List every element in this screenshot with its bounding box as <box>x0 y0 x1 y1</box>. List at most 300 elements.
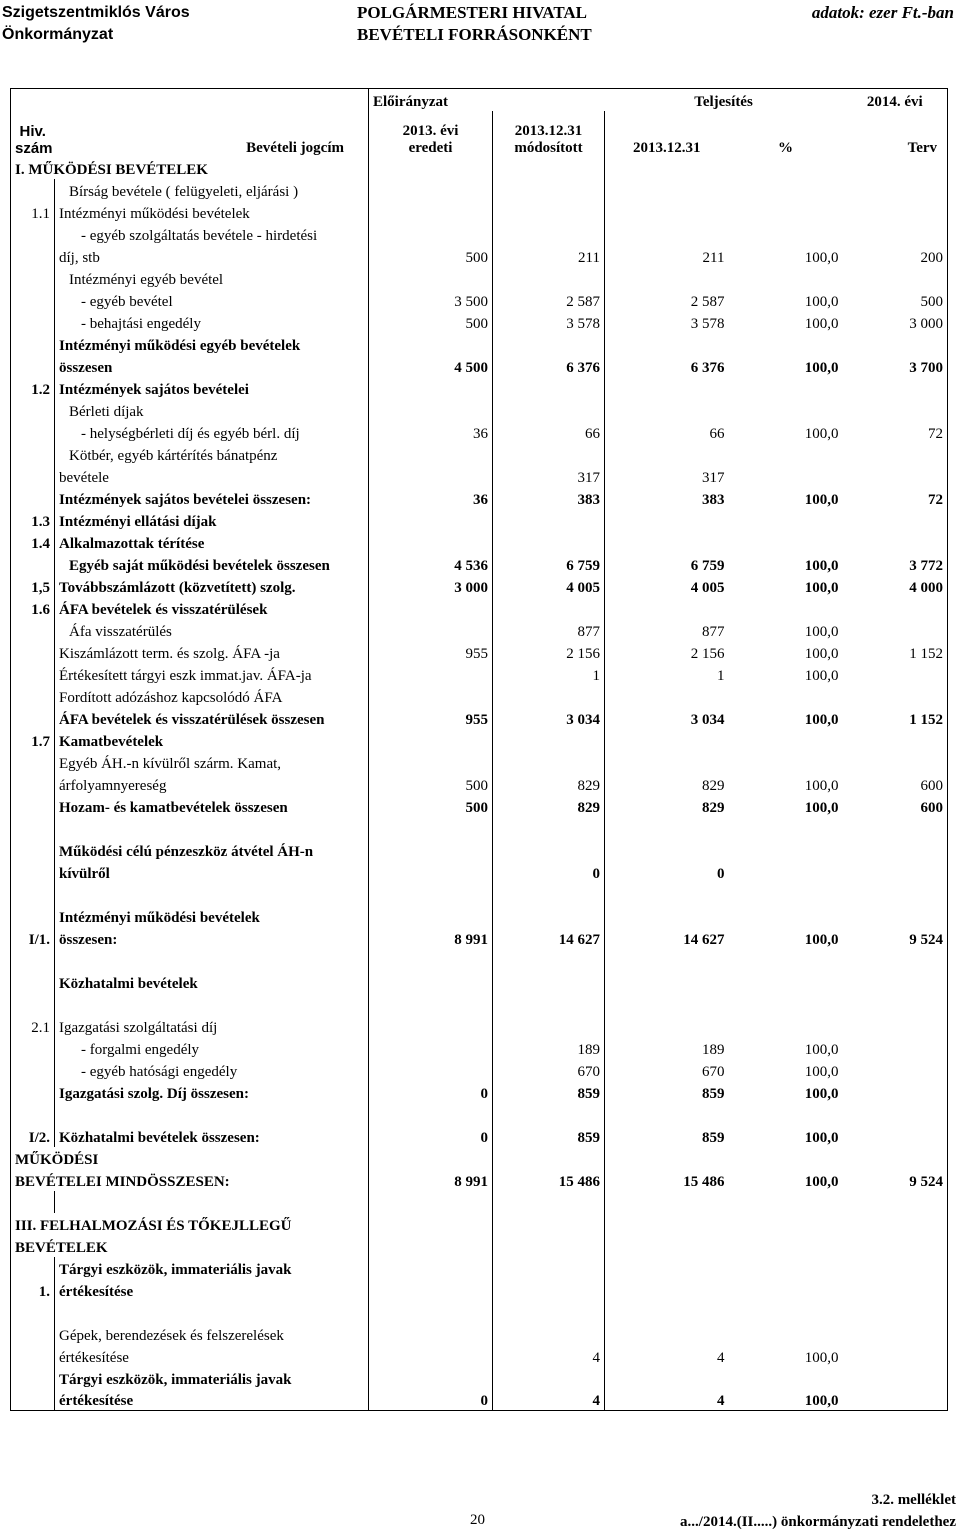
table-row <box>11 1147 948 1169</box>
value-modositott <box>493 1235 605 1257</box>
value-percent <box>729 839 843 861</box>
value-teljesites: 3 034 <box>605 707 729 729</box>
value-percent <box>729 201 843 223</box>
row-number: 1.6 <box>31 601 50 618</box>
value-eredeti <box>369 1015 493 1037</box>
value-teljesites <box>605 179 729 201</box>
value-percent <box>729 1015 843 1037</box>
row-label: Tárgyi eszközök, immateriális javak <box>55 1257 369 1279</box>
row-label: Igazgatási szolg. Díj összesen: <box>55 1081 369 1103</box>
row-label: Bírság bevétele ( felügyeleti, eljárási ) <box>55 179 369 201</box>
value-teljesites <box>605 267 729 289</box>
value-teljesites: 829 <box>605 795 729 817</box>
row-number <box>11 1191 55 1213</box>
value-percent <box>729 377 843 399</box>
row-number <box>11 1323 55 1345</box>
col-hiv: Hiv. <box>19 122 46 140</box>
value-modositott <box>493 839 605 861</box>
row-label: összesen: <box>55 927 369 949</box>
value-teljesites: 66 <box>605 421 729 443</box>
value-modositott <box>493 377 605 399</box>
value-terv <box>843 1015 948 1037</box>
row-label <box>55 817 369 839</box>
row-number <box>11 949 55 971</box>
row-label: ÁFA bevételek és visszatérülések összesen <box>55 707 369 729</box>
value-eredeti <box>369 399 493 421</box>
row-label: - behajtási engedély <box>55 311 369 333</box>
value-teljesites <box>605 971 729 993</box>
value-modositott: 211 <box>493 245 605 267</box>
value-eredeti: 500 <box>369 795 493 817</box>
row-label <box>55 883 369 905</box>
value-modositott: 66 <box>493 421 605 443</box>
org-name <box>2 2 190 46</box>
value-eredeti: 8 991 <box>369 1169 493 1191</box>
value-modositott <box>493 729 605 751</box>
value-terv <box>843 1059 948 1081</box>
row-number <box>11 245 55 267</box>
value-eredeti: 36 <box>369 487 493 509</box>
value-terv <box>843 1103 948 1125</box>
value-terv <box>843 1037 948 1059</box>
value-eredeti <box>369 817 493 839</box>
value-percent <box>729 267 843 289</box>
value-teljesites <box>605 1367 729 1389</box>
value-modositott: 189 <box>493 1037 605 1059</box>
row-label: Gépek, berendezések és felszerelések <box>55 1323 369 1345</box>
value-teljesites: 829 <box>605 773 729 795</box>
value-eredeti <box>369 993 493 1015</box>
value-teljesites <box>605 1103 729 1125</box>
value-eredeti: 8 991 <box>369 927 493 949</box>
row-label: Közhatalmi bevételek összesen: <box>55 1125 369 1147</box>
value-modositott <box>493 905 605 927</box>
col-mod-line2: módosított <box>514 139 583 156</box>
table-row <box>11 1345 948 1367</box>
row-number <box>11 421 55 443</box>
row-label: Intézmények sajátos bevételei <box>55 377 369 399</box>
value-percent: 100,0 <box>804 1393 839 1409</box>
table-row <box>11 1213 948 1235</box>
value-percent <box>729 333 843 355</box>
value-percent <box>729 223 843 245</box>
value-terv <box>843 333 948 355</box>
value-terv <box>843 443 948 465</box>
table-row <box>11 223 948 245</box>
col-mod-line1: 2013.12.31 <box>514 122 583 139</box>
value-terv <box>843 619 948 641</box>
value-modositott <box>493 531 605 553</box>
row-label <box>55 993 369 1015</box>
row-number <box>11 883 55 905</box>
value-terv: 72 <box>928 425 944 442</box>
value-percent: 100,0 <box>804 491 839 508</box>
value-teljesites: 14 627 <box>605 927 729 949</box>
row-number <box>11 839 55 861</box>
row-label: III. FELHALMOZÁSI ÉS TŐKEJLLEGŰ <box>15 1217 292 1234</box>
table-row <box>11 531 948 553</box>
value-modositott <box>493 1367 605 1389</box>
value-eredeti <box>369 333 493 355</box>
row-label: díj, stb <box>55 245 369 267</box>
value-terv: 500 <box>920 293 944 310</box>
value-percent: 100,0 <box>804 931 839 948</box>
value-eredeti <box>369 509 493 531</box>
row-number <box>11 333 55 355</box>
value-modositott <box>493 751 605 773</box>
value-terv <box>843 509 948 531</box>
row-label: Intézmények sajátos bevételei összesen: <box>55 487 369 509</box>
value-terv: 3 772 <box>909 557 944 574</box>
value-modositott <box>493 1147 605 1169</box>
row-label: bevétele <box>55 465 369 487</box>
value-teljesites <box>605 1301 729 1323</box>
value-terv <box>843 1235 948 1257</box>
value-eredeti: 3 500 <box>369 289 493 311</box>
value-modositott: 2 587 <box>493 289 605 311</box>
value-percent <box>729 729 843 751</box>
value-modositott <box>493 1213 605 1235</box>
value-terv <box>843 201 948 223</box>
value-percent: 100,0 <box>804 249 839 266</box>
table-row <box>11 465 948 487</box>
value-teljesites: 6 759 <box>605 553 729 575</box>
row-number: 1.1 <box>31 205 50 222</box>
row-number <box>11 861 55 883</box>
value-eredeti <box>369 883 493 905</box>
row-label: BEVÉTELEK <box>15 1239 108 1256</box>
value-terv <box>843 1147 948 1169</box>
spacer-row <box>11 883 948 905</box>
value-eredeti <box>369 839 493 861</box>
value-teljesites <box>605 157 729 179</box>
col-teljesites: 2013.12.31 <box>605 111 729 157</box>
table-row <box>11 971 948 993</box>
value-modositott <box>493 1015 605 1037</box>
row-number <box>11 773 55 795</box>
value-terv <box>843 839 948 861</box>
value-percent <box>729 905 843 927</box>
row-label: Hozam- és kamatbevételek összesen <box>55 795 369 817</box>
table-row <box>11 839 948 861</box>
value-teljesites: 4 <box>605 1345 729 1367</box>
table-row <box>11 1081 948 1103</box>
value-eredeti: 3 000 <box>369 575 493 597</box>
value-eredeti <box>369 751 493 773</box>
value-modositott: 829 <box>493 773 605 795</box>
value-modositott <box>493 1257 605 1279</box>
value-terv: 9 524 <box>909 1173 944 1190</box>
value-modositott <box>493 993 605 1015</box>
value-eredeti: 955 <box>369 707 493 729</box>
table-row <box>11 905 948 927</box>
value-terv: 3 000 <box>909 315 944 332</box>
value-teljesites <box>605 377 729 399</box>
spacer-row <box>11 1191 948 1213</box>
table-row <box>11 927 948 949</box>
value-percent <box>729 1235 843 1257</box>
value-terv <box>843 399 948 421</box>
row-number <box>11 487 55 509</box>
table-row <box>11 311 948 333</box>
table-row <box>11 289 948 311</box>
value-modositott: 877 <box>493 619 605 641</box>
value-teljesites <box>605 685 729 707</box>
row-label: Közhatalmi bevételek <box>55 971 369 993</box>
document-title <box>357 2 592 46</box>
value-modositott: 829 <box>493 795 605 817</box>
value-eredeti <box>369 619 493 641</box>
value-teljesites: 189 <box>605 1037 729 1059</box>
row-label: Tárgyi eszközök, immateriális javak <box>55 1367 369 1389</box>
value-terv <box>843 1301 948 1323</box>
value-teljesites <box>605 531 729 553</box>
unit-note: adatok: ezer Ft.-ban <box>811 3 954 22</box>
row-number: 1.4 <box>31 535 50 552</box>
value-modositott: 3 578 <box>493 311 605 333</box>
value-modositott <box>493 1279 605 1301</box>
value-percent <box>729 179 843 201</box>
table-row <box>11 1059 948 1081</box>
value-terv: 600 <box>920 799 944 816</box>
value-eredeti <box>369 597 493 619</box>
value-teljesites: 3 578 <box>605 311 729 333</box>
spacer-row <box>11 949 948 971</box>
col-modositott <box>493 111 605 157</box>
row-label: árfolyamnyereség <box>55 773 369 795</box>
value-terv <box>843 971 948 993</box>
row-number <box>11 553 55 575</box>
value-percent: 100,0 <box>804 711 839 728</box>
value-modositott: 859 <box>493 1081 605 1103</box>
spacer-row <box>11 817 948 839</box>
value-percent: 100,0 <box>804 359 839 376</box>
value-terv <box>843 531 948 553</box>
value-percent <box>729 1191 843 1213</box>
value-eredeti <box>369 1191 493 1213</box>
value-terv <box>843 905 948 927</box>
row-label: értékesítése <box>55 1389 369 1411</box>
value-modositott: 317 <box>493 465 605 487</box>
value-percent: 100,0 <box>804 425 839 442</box>
table-row <box>11 421 948 443</box>
value-eredeti <box>369 1213 493 1235</box>
row-number <box>11 311 55 333</box>
table-row <box>11 773 948 795</box>
row-label: Egyéb ÁH.-n kívülről szárm. Kamat, <box>55 751 369 773</box>
table-row <box>11 1235 948 1257</box>
row-label: összesen <box>55 355 369 377</box>
row-label: Intézményi működési bevételek <box>55 201 369 223</box>
row-number <box>11 641 55 663</box>
value-percent: 100,0 <box>804 799 839 816</box>
value-modositott: 1 <box>493 663 605 685</box>
value-terv <box>843 223 948 245</box>
col-2013-line2: eredeti <box>408 139 453 156</box>
value-eredeti <box>369 971 493 993</box>
value-modositott: 859 <box>493 1125 605 1147</box>
value-percent: 100,0 <box>804 1349 839 1366</box>
row-label: Működési célú pénzeszköz átvétel ÁH-n <box>55 839 369 861</box>
value-teljesites: 859 <box>605 1081 729 1103</box>
value-eredeti: 0 <box>369 1081 493 1103</box>
value-percent <box>729 1257 843 1279</box>
value-percent: 100,0 <box>804 1085 839 1102</box>
row-number <box>11 1389 55 1411</box>
value-eredeti: 500 <box>369 245 493 267</box>
value-terv: 4 000 <box>909 579 944 596</box>
table-row <box>11 1125 948 1147</box>
value-modositott <box>493 1301 605 1323</box>
row-label <box>55 1191 369 1213</box>
table-row <box>11 201 948 223</box>
value-teljesites: 383 <box>605 487 729 509</box>
row-number <box>11 1037 55 1059</box>
value-teljesites: 670 <box>605 1059 729 1081</box>
value-eredeti <box>369 685 493 707</box>
value-eredeti <box>369 1147 493 1169</box>
row-number <box>11 663 55 685</box>
table-row <box>11 575 948 597</box>
row-number: I/2. <box>28 1129 50 1146</box>
value-terv <box>843 685 948 707</box>
value-teljesites <box>605 399 729 421</box>
row-number: 1.2 <box>31 381 50 398</box>
value-percent <box>729 993 843 1015</box>
table-row <box>11 751 948 773</box>
row-label: Áfa visszatérülés <box>55 619 369 641</box>
table-row <box>11 377 948 399</box>
table-row <box>11 597 948 619</box>
col-percent: % <box>778 139 793 156</box>
value-percent <box>729 399 843 421</box>
value-terv <box>843 993 948 1015</box>
value-eredeti <box>369 223 493 245</box>
row-label <box>55 1301 369 1323</box>
col-jogcim: Bevételi jogcím <box>246 139 344 156</box>
value-terv <box>843 1279 948 1301</box>
value-terv <box>843 1323 948 1345</box>
value-eredeti: 36 <box>369 421 493 443</box>
value-eredeti <box>369 1235 493 1257</box>
row-number <box>11 179 55 201</box>
value-eredeti: 500 <box>369 773 493 795</box>
value-eredeti <box>369 1059 493 1081</box>
row-number <box>11 707 55 729</box>
value-modositott <box>493 399 605 421</box>
value-teljesites <box>605 949 729 971</box>
value-teljesites: 317 <box>605 465 729 487</box>
row-label: Kiszámlázott term. és szolg. ÁFA -ja <box>55 641 369 663</box>
table-row <box>11 641 948 663</box>
row-number <box>11 1345 55 1367</box>
value-percent: 100,0 <box>804 557 839 574</box>
row-number <box>11 619 55 641</box>
value-terv <box>843 179 948 201</box>
value-percent: 100,0 <box>804 315 839 332</box>
value-percent <box>729 1103 843 1125</box>
table-row <box>11 1323 948 1345</box>
value-percent <box>729 465 843 487</box>
group-eloiranyzat: Előirányzat <box>369 89 605 111</box>
value-modositott <box>493 223 605 245</box>
spacer-row <box>11 993 948 1015</box>
row-number <box>11 993 55 1015</box>
value-percent <box>729 443 843 465</box>
row-label: - forgalmi engedély <box>55 1037 369 1059</box>
row-label: Intézményi egyéb bevétel <box>55 267 369 289</box>
col-2013-eredeti <box>369 111 493 157</box>
value-modositott <box>493 949 605 971</box>
value-modositott: 6 376 <box>493 355 605 377</box>
value-modositott <box>493 267 605 289</box>
value-teljesites: 0 <box>605 861 729 883</box>
value-eredeti <box>369 157 493 179</box>
row-label: Értékesített tárgyi eszk immat.jav. ÁFA-ja <box>55 663 369 685</box>
table-row <box>11 1037 948 1059</box>
value-teljesites: 2 156 <box>605 641 729 663</box>
row-number <box>11 465 55 487</box>
value-terv <box>843 1125 948 1147</box>
row-number <box>11 267 55 289</box>
value-teljesites: 15 486 <box>605 1169 729 1191</box>
row-number: 2.1 <box>31 1019 50 1036</box>
row-number <box>11 289 55 311</box>
value-modositott <box>493 1191 605 1213</box>
value-teljesites <box>605 905 729 927</box>
value-eredeti <box>369 1367 493 1389</box>
value-eredeti: 4 536 <box>369 553 493 575</box>
value-eredeti <box>369 1103 493 1125</box>
row-number <box>11 971 55 993</box>
value-modositott <box>493 1103 605 1125</box>
value-eredeti <box>369 663 493 685</box>
header-subtitle-row <box>11 111 948 157</box>
page-number: 20 <box>470 1512 485 1528</box>
row-label: I. MŰKÖDÉSI BEVÉTELEK <box>15 161 208 178</box>
row-label: Fordított adózáshoz kapcsolódó ÁFA <box>55 685 369 707</box>
value-eredeti: 0 <box>369 1389 493 1411</box>
row-label: - egyéb szolgáltatás bevétele - hirdetési <box>55 223 369 245</box>
value-terv <box>843 751 948 773</box>
table-row <box>11 1367 948 1389</box>
row-label: Intézményi működési egyéb bevételek <box>55 333 369 355</box>
value-eredeti: 0 <box>369 1125 493 1147</box>
value-modositott: 0 <box>493 861 605 883</box>
row-number <box>11 751 55 773</box>
row-number <box>11 355 55 377</box>
value-eredeti <box>369 377 493 399</box>
col-2013-line1: 2013. évi <box>402 122 459 139</box>
value-percent <box>729 949 843 971</box>
value-terv <box>843 663 948 685</box>
row-label: Igazgatási szolgáltatási díj <box>55 1015 369 1037</box>
value-modositott: 15 486 <box>493 1169 605 1191</box>
row-number <box>11 1103 55 1125</box>
header-group-row <box>11 89 948 111</box>
row-label: Intézményi működési bevételek <box>55 905 369 927</box>
revenue-table <box>10 88 948 1411</box>
row-number: 1.3 <box>31 513 50 530</box>
value-teljesites <box>605 1279 729 1301</box>
table-row <box>11 245 948 267</box>
table-row <box>11 267 948 289</box>
value-percent <box>729 531 843 553</box>
value-teljesites <box>605 333 729 355</box>
table-row <box>11 1015 948 1037</box>
value-percent <box>729 751 843 773</box>
value-percent: 100,0 <box>804 623 839 640</box>
